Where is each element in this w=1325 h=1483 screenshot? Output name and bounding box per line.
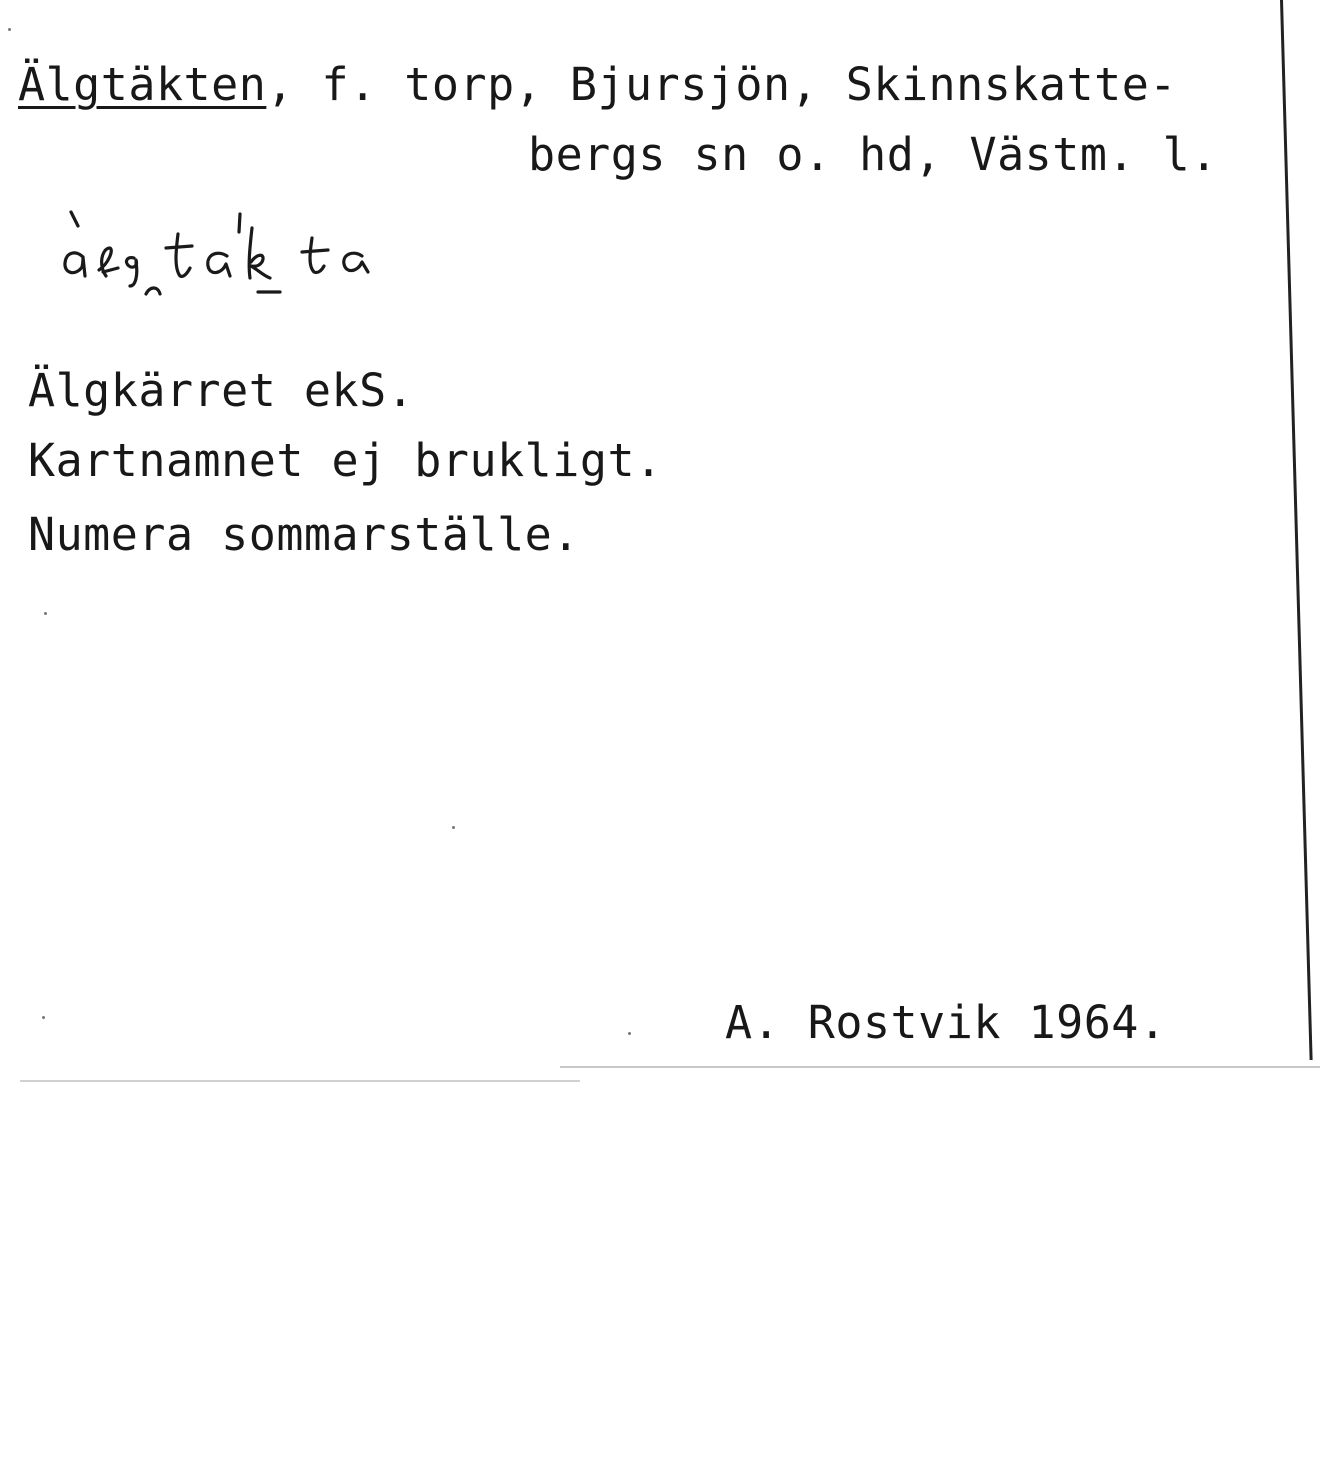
entry-line-2: bergs sn o. hd, Västm. l.	[528, 128, 1218, 181]
note-line-3: Numera sommarställe.	[28, 508, 580, 561]
signature: A. Rostvik 1964.	[725, 996, 1167, 1049]
entry-line-1	[18, 58, 1177, 111]
note-line-1: Älgkärret ekS.	[28, 364, 415, 417]
note-line-2: Kartnamnet ej brukligt.	[28, 434, 663, 487]
scan-speck	[452, 826, 455, 829]
phonetic-text: àlgtákta	[50, 298, 55, 299]
headword: Älgtäkten	[18, 58, 267, 111]
card-right-edge	[1280, 0, 1313, 1060]
phonetic-transcription-handwriting	[50, 190, 410, 300]
scan-speck	[42, 1016, 45, 1019]
entry-description: , f. torp, Bjursjön, Skinnskatte-	[266, 58, 1177, 111]
scan-speck	[8, 28, 11, 31]
card-bottom-edge	[20, 1080, 580, 1082]
scan-speck	[628, 1032, 631, 1035]
scan-speck	[44, 612, 47, 615]
card-bottom-edge-right	[560, 1066, 1320, 1068]
